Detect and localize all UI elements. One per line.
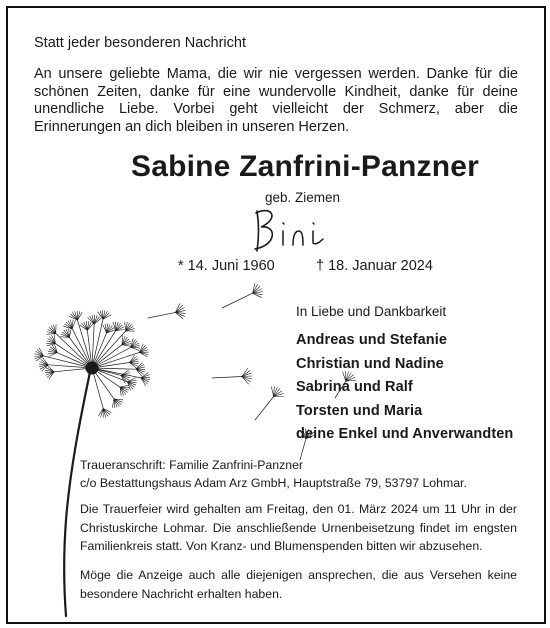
address-line: c/o Bestattungshaus Adam Arz GmbH, Hauptstraße 79, 53797 Lohmar. [80, 476, 467, 490]
intro-line: Statt jeder besonderen Nachricht [34, 35, 246, 51]
final-note: Möge die Anzeige auch alle diejenigen ansprechen, die aus Versehen keine besondere Nachricht erhalten haben. [80, 568, 517, 601]
signature-image [243, 205, 353, 255]
dedication-text: An unsere geliebte Mama, die wir nie vergessen werden. Danke für die schönen Zeiten, danke für eine wundervolle Kindheit, danke für deine unendliche Liebe. Vorbei geht vielleicht der Schmerz, aber die Erinnerungen an dich bleiben in unseren Herzen. [34, 66, 518, 135]
mourner-entry: deine Enkel und Anverwandten [296, 426, 514, 442]
closing-line: In Liebe und Dankbarkeit [296, 304, 447, 319]
maiden-name: geb. Ziemen [264, 190, 341, 205]
mourning-address [80, 456, 467, 492]
mourner-entry: Sabrina und Ralf [296, 379, 413, 395]
service-info: Die Trauerfeier wird gehalten am Freitag, den 01. März 2024 um 11 Uhr in der Christuskirche Lohmar. Die anschließende Urnenbeisetzung findet im engsten Familienkreis statt. Von Kranz- und Blumenspenden bitten wir abzusehen. [80, 502, 517, 553]
address-line: Traueranschrift: Familie Zanfrini-Panzner [80, 458, 304, 472]
mourner-entry: Torsten und Maria [296, 402, 423, 419]
mourners-list [296, 329, 513, 447]
death-date: † 18. Januar 2024 [316, 258, 433, 274]
deceased-name: Sabine Zanfrini-Panzner [131, 150, 479, 183]
mourner-entry: Christian und Nadine [296, 355, 444, 372]
mourner-entry: Andreas und Stefanie [296, 332, 448, 348]
birth-date: * 14. Juni 1960 [178, 258, 275, 274]
